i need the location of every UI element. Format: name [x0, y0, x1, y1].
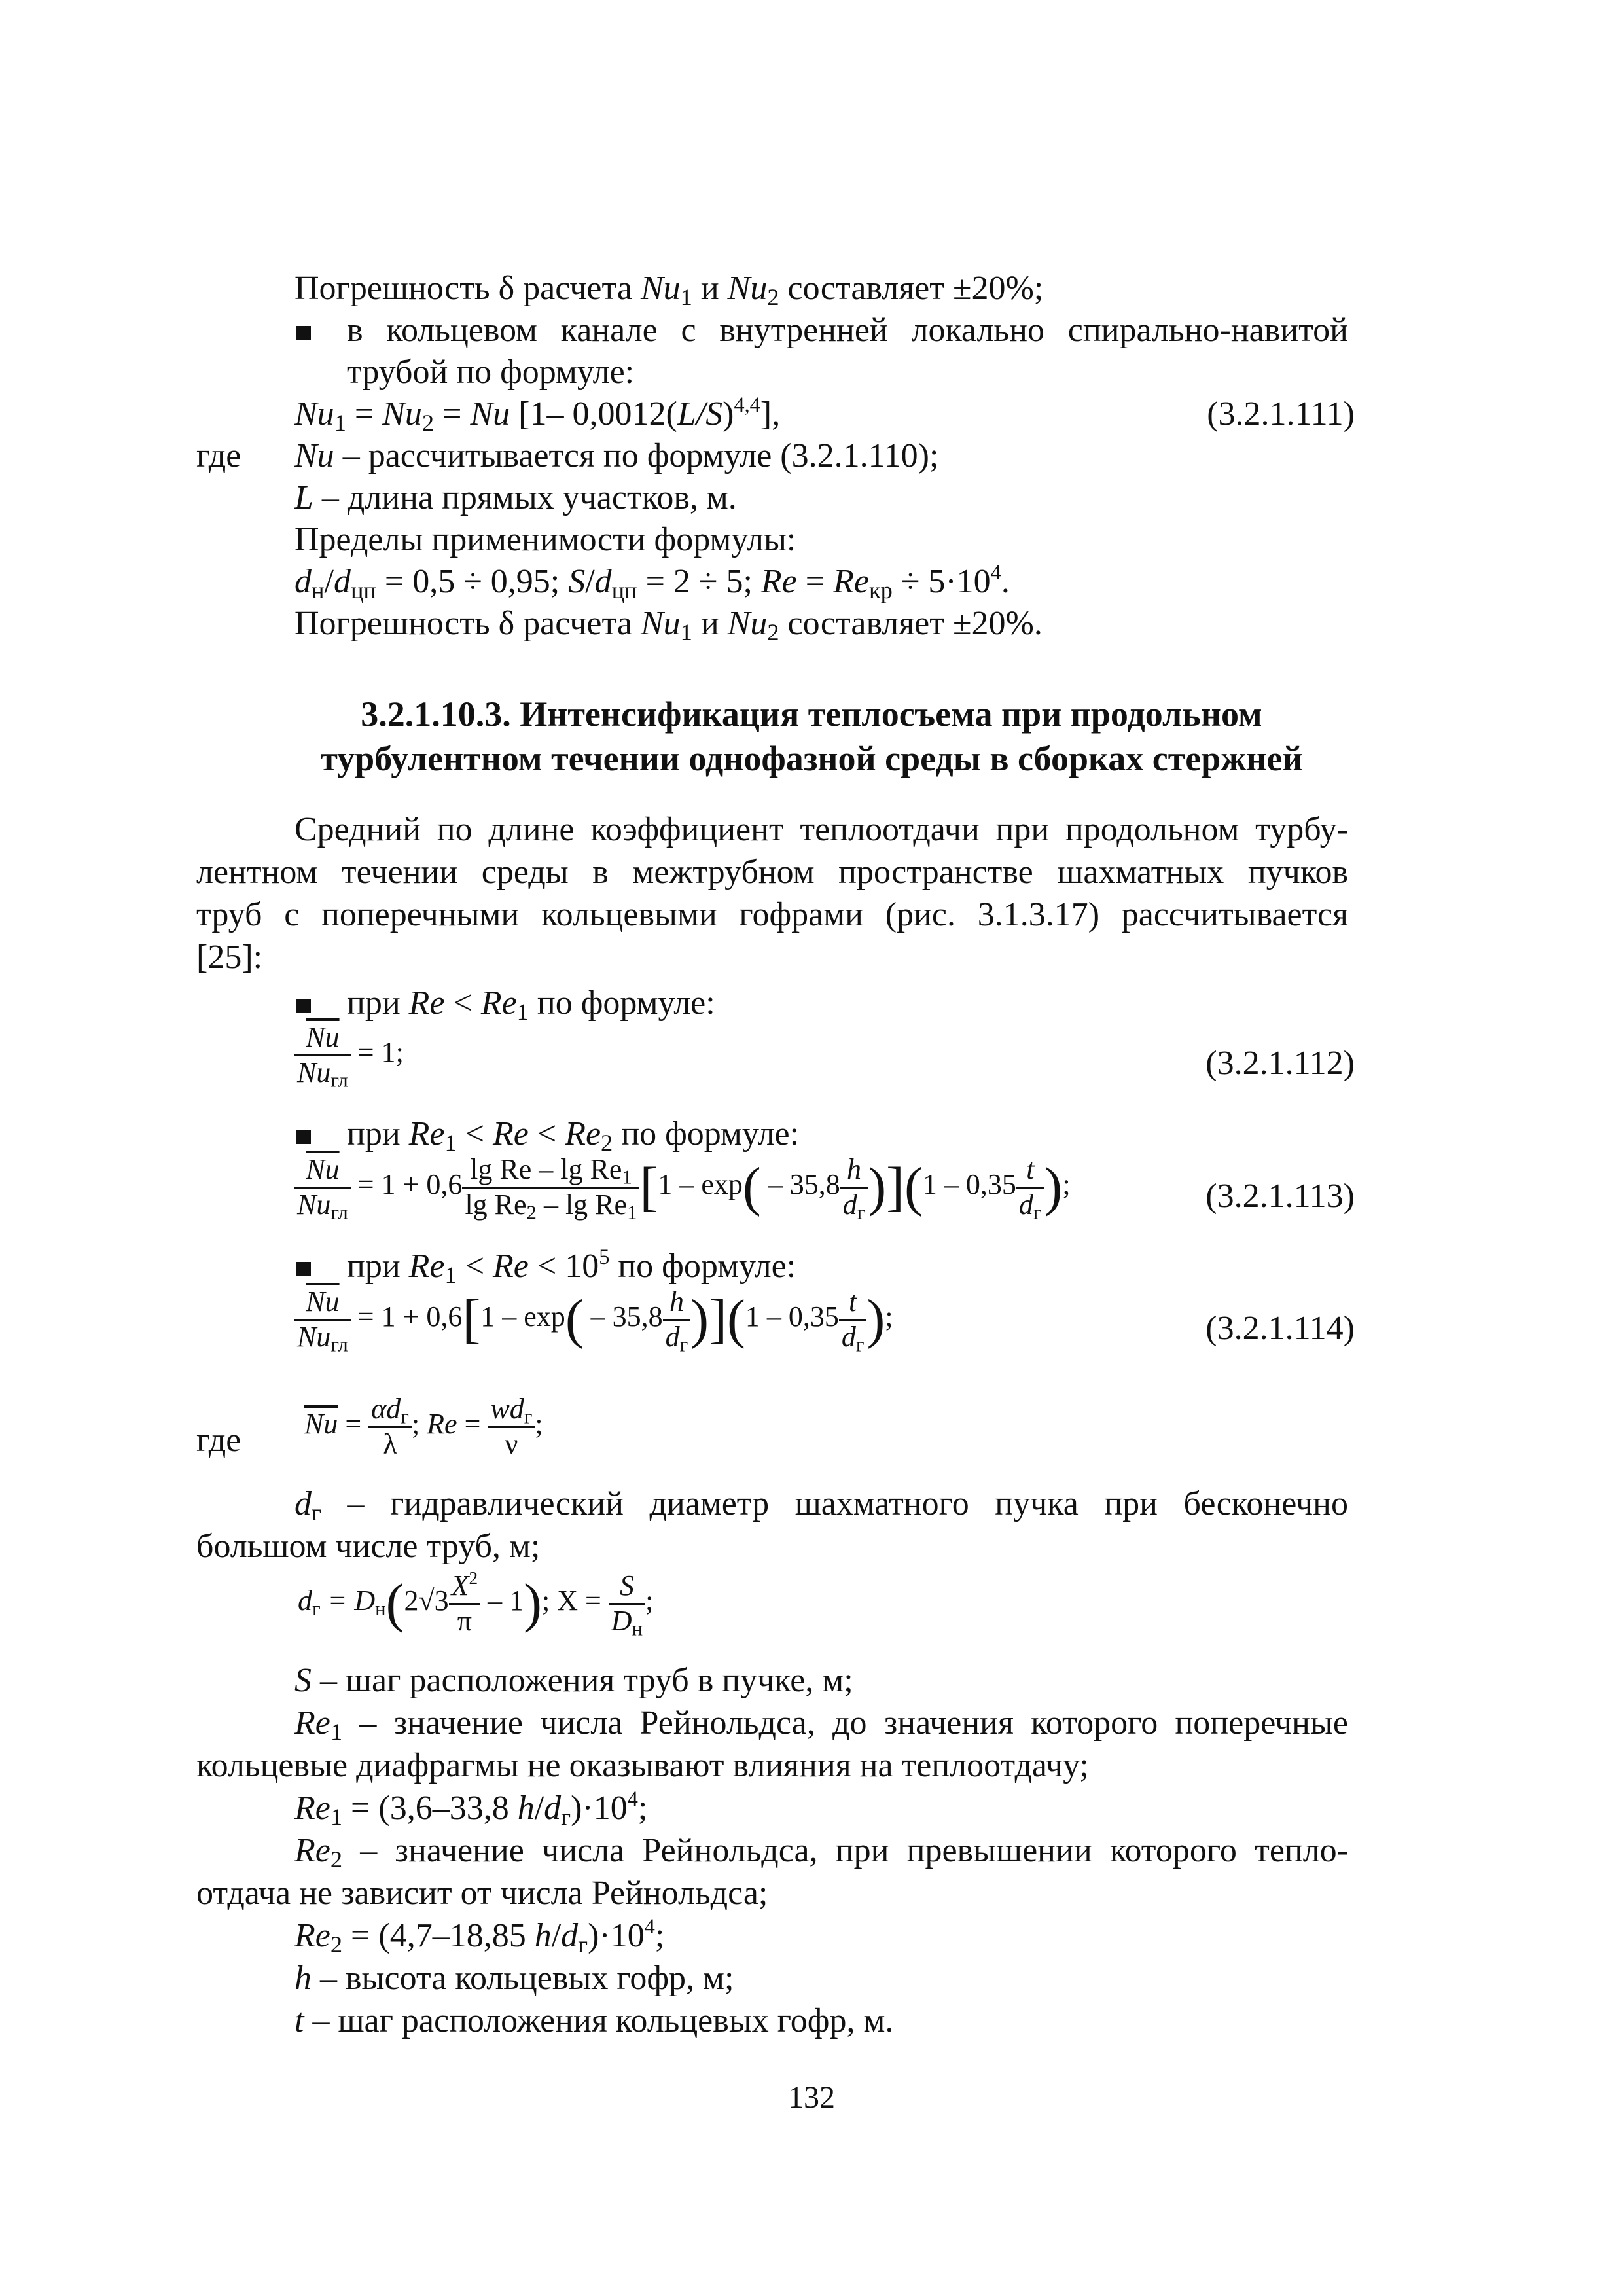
re1-definition-line-1: $Re_1$ – значение числа Рейнольдса, до значения которого поперечные — [294, 1704, 1348, 1746]
applicability-limits-title: Пределы применимости формулы: — [294, 521, 796, 558]
intro-line-4: [25]: — [196, 939, 263, 976]
error-line-2: Погрешность δ расчета $Nu_1$ и $Nu_2$ составляет ±20%. — [294, 605, 1043, 646]
bullet-annular-channel-line-2: трубой по формуле: — [347, 353, 635, 391]
applicability-limits: $d_н/d_{цп} = 0,5 \div 0,95$; $S/d_{цп} = 2 \div 5$; $Re = Re_{кр} \div 5\cdot 10^4$. — [294, 560, 1010, 604]
error-line-1: Погрешность δ расчета $Nu_1$ и $Nu_2$ составляет ±20%; — [294, 270, 1044, 311]
bullet-icon — [296, 326, 311, 340]
equation-3-2-1-112: $\overline{Nu}$ $Nu_{гл}$ = 1; — [294, 1021, 404, 1089]
corrugation-pitch-definition: t – шаг расположения кольцевых гофр, м. — [294, 2002, 894, 2039]
equation-number-111: (3.2.1.111) — [1207, 395, 1355, 433]
re2-equation: $Re_2 = (4,7-18,85$ $h/d_г)\cdot 10^4$; — [294, 1914, 665, 1958]
hydraulic-diameter-equation: $d_г = D_н(2√3$ $\frac{X^2}{\pi}$ – 1); X = S $D_н$ ; — [298, 1568, 654, 1640]
section-heading-line-2: турбулентном течении однофазной среды в сборках стержней — [320, 738, 1303, 778]
equation-number-113: (3.2.1.113) — [1205, 1177, 1355, 1215]
where-label-2: где — [196, 1422, 241, 1459]
intro-line-1: Средний по длине коэффициент теплоотдачи при продольном турбу- — [294, 811, 1348, 848]
hydraulic-diameter-line-1: $d_г$ – гидравлический диаметр шахматного пучка при бесконечно — [294, 1485, 1348, 1526]
bullet-annular-channel-line-1: в кольцевом канале с внутренней локально спирально-навитой — [347, 312, 1348, 349]
equation-number-112: (3.2.1.112) — [1205, 1045, 1355, 1082]
re1-definition-line-2: кольцевые диафрагмы не оказывают влияния на теплоотдачу; — [196, 1747, 1089, 1784]
bullet-icon — [296, 1130, 311, 1144]
hydraulic-diameter-line-2: большом числе труб, м; — [196, 1528, 541, 1565]
corrugation-height-definition: h – высота кольцевых гофр, м; — [294, 1960, 734, 1997]
re1-equation: $Re_1 = (3,6-33,8$ $h/d_г)\cdot 10^4$; — [294, 1787, 648, 1831]
bullet-icon — [296, 999, 311, 1013]
equation-3-2-1-113: $\overline{Nu}$ $Nu_{гл}$ = 1 + 0,6 $\frac{\lg Re - \lg Re_1}{\lg Re_2 - \lg Re_1}$ [1 – exp( – 35,8 h $d_г$ )](1 – 0,35 t $d_г$ ); — [294, 1153, 1071, 1221]
page-number: 132 — [788, 2080, 835, 2115]
equation-3-2-1-114: $\overline{Nu}$ $Nu_{гл}$ = 1 + 0,6[1 – exp( – 35,8 h $d_г$ )](1 – 0,35 t $d_г$ ); — [294, 1285, 893, 1354]
nusselt-reynolds-definitions: $\overline{Nu}$ = $\alpha d_г$ λ ; Re = $wd_г$ ν ; — [304, 1393, 543, 1460]
where-l-definition: L – длина прямых участков, м. — [294, 479, 737, 516]
intro-line-2: лентном течении среды в межтрубном пространстве шахматных пучков — [196, 853, 1348, 891]
section-heading-line-1: 3.2.1.10.3. Интенсификация теплосъема при продольном — [361, 694, 1262, 734]
equation-3-2-1-111: $Nu_1 = Nu_2 = Nu$ [1– $0,0012(L/S)^{4,4}$], — [294, 393, 781, 437]
where-label-1: где — [196, 437, 241, 475]
case-1-condition: при $Re < Re_1$ по формуле: — [347, 984, 715, 1026]
case-2-condition: при $Re_1 < Re < Re_2$ по формуле: — [347, 1115, 800, 1157]
where-nu-definition: Nu – рассчитывается по формуле (3.2.1.110); — [294, 437, 939, 475]
case-3-condition: при $Re_1 < Re < 10^5$ по формуле: — [347, 1245, 796, 1289]
bullet-icon — [296, 1262, 311, 1276]
re2-definition-line-2: отдача не зависит от числа Рейнольдса; — [196, 1874, 768, 1912]
intro-line-3: труб с поперечными кольцевыми гофрами (рис. 3.1.3.17) рассчитывается — [196, 896, 1348, 933]
re2-definition-line-1: $Re_2$ – значение числа Рейнольдса, при превышении которого тепло- — [294, 1832, 1348, 1873]
equation-number-114: (3.2.1.114) — [1205, 1310, 1355, 1347]
pitch-s-definition: S – шаг расположения труб в пучке, м; — [294, 1662, 853, 1699]
section-heading — [0, 692, 1623, 781]
